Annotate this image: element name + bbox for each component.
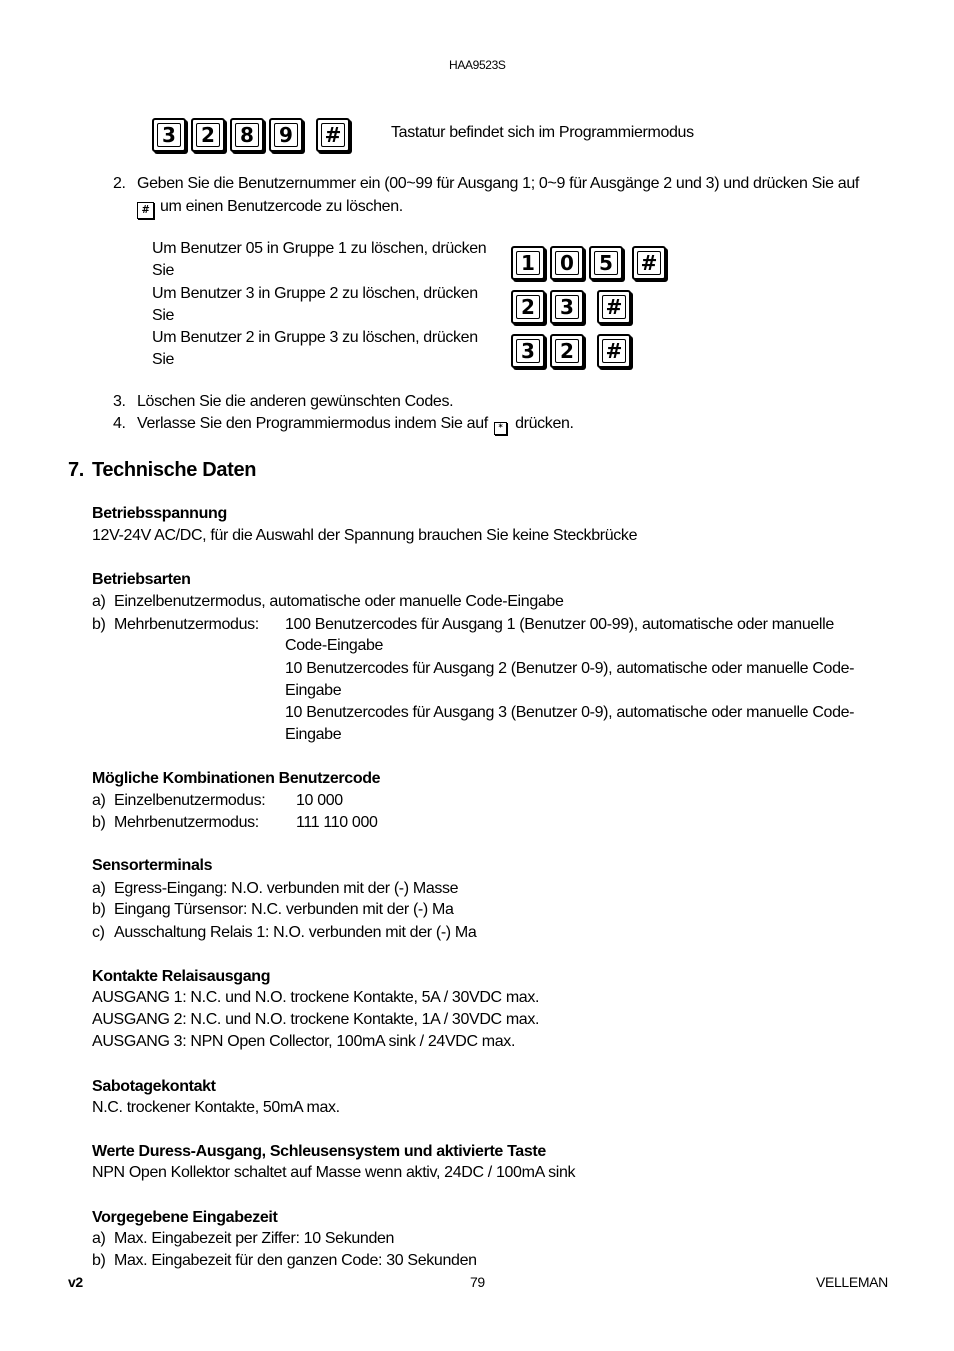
keypad-sequence-group-3	[511, 334, 631, 368]
section-number: 7.	[68, 459, 84, 481]
key-2: 2	[511, 290, 545, 324]
step-4-text-before: Verlasse Sie den Programmiermodus indem Sie auf	[137, 415, 488, 432]
kombinationen-b-label: b)	[92, 814, 106, 831]
key-hash: #	[316, 118, 350, 152]
eingabezeit-b-text: Max. Eingabezeit für den ganzen Code: 30 Sekunden	[114, 1252, 477, 1269]
kombinationen-a-name: Einzelbenutzermodus:	[114, 792, 266, 809]
step-4-text	[137, 413, 574, 435]
kombinationen-a-value: 10 000	[296, 792, 343, 809]
betriebsarten-a-text: Einzelbenutzermodus, automatische oder manuelle Code-Eingabe	[114, 593, 564, 610]
relais-line: AUSGANG 3: NPN Open Collector, 100mA sink / 24VDC max.	[92, 1033, 516, 1050]
example-group-2-text: Um Benutzer 3 in Gruppe 2 zu löschen, drücken Sie	[152, 285, 478, 324]
key-1: 1	[511, 246, 545, 280]
betriebsarten-b-line: 10 Benutzercodes für Ausgang 3 (Benutzer 0-9), automatische oder manuelle Code-	[285, 704, 855, 721]
key-hash: #	[597, 334, 631, 368]
kombinationen-a-label: a)	[92, 792, 106, 809]
step-3-text: Löschen Sie die anderen gewünschten Codes.	[137, 393, 454, 410]
step-2-text-line2: um einen Benutzercode zu löschen.	[160, 198, 403, 215]
key-2: 2	[191, 118, 225, 152]
step-2-text: Geben Sie die Benutzernummer ein (00~99 für Ausgang 1; 0~9 für Ausgänge 2 und 3) und drücken Sie auf	[137, 175, 859, 192]
key-2: 2	[550, 334, 584, 368]
key-5: 5	[589, 246, 623, 280]
key-hash: #	[597, 290, 631, 324]
example-group-3-text: Um Benutzer 2 in Gruppe 3 zu löschen, drücken Sie	[152, 329, 478, 368]
duress-text: NPN Open Kollektor schaltet auf Masse wenn aktiv, 24DC / 100mA sink	[92, 1164, 576, 1181]
betriebsarten-b-name: Mehrbenutzermodus:	[114, 616, 259, 633]
betriebsarten-a-label: a)	[92, 593, 106, 610]
step-2-text-cont	[137, 196, 403, 219]
key-hash: #	[632, 246, 666, 280]
key-3: 3	[550, 290, 584, 324]
betriebsarten-b-line: 10 Benutzercodes für Ausgang 2 (Benutzer 0-9), automatische oder manuelle Code-	[285, 660, 855, 677]
heading-eingabezeit: Vorgegebene Eingabezeit	[92, 1209, 278, 1226]
keypad-sequence-programming	[152, 118, 350, 152]
keypad-sequence-group-2	[511, 290, 631, 324]
programming-mode-caption: Tastatur befindet sich im Programmiermodus	[391, 124, 694, 141]
eingabezeit-b-label: b)	[92, 1252, 106, 1269]
footer-page-number: 79	[470, 1274, 485, 1290]
step-2-number: 2.	[113, 175, 126, 192]
footer-brand: VELLEMAN	[816, 1274, 888, 1290]
kombinationen-b-name: Mehrbenutzermodus:	[114, 814, 259, 831]
relais-line: AUSGANG 1: N.C. und N.O. trockene Kontakte, 5A / 30VDC max.	[92, 989, 540, 1006]
relais-line: AUSGANG 2: N.C. und N.O. trockene Kontakte, 1A / 30VDC max.	[92, 1011, 540, 1028]
key-0: 0	[550, 246, 584, 280]
betriebsarten-b-line: Eingabe	[285, 682, 342, 699]
heading-sensorterminals: Sensorterminals	[92, 857, 213, 874]
key-8: 8	[230, 118, 264, 152]
heading-sabotage: Sabotagekontakt	[92, 1078, 216, 1095]
key-3: 3	[511, 334, 545, 368]
heading-betriebsspannung: Betriebsspannung	[92, 505, 227, 522]
key-3: 3	[152, 118, 186, 152]
kombinationen-b-value: 111 110 000	[296, 814, 378, 831]
key-9: 9	[269, 118, 303, 152]
keypad-sequence-group-1	[511, 246, 666, 280]
sensorterminals-c-label: c)	[92, 924, 105, 941]
sensorterminals-a-label: a)	[92, 880, 106, 897]
eingabezeit-a-label: a)	[92, 1230, 106, 1247]
heading-kombinationen: Mögliche Kombinationen Benutzercode	[92, 770, 381, 787]
star-key-icon: *	[494, 422, 507, 435]
heading-duress: Werte Duress-Ausgang, Schleusensystem und aktivierte Taste	[92, 1143, 546, 1160]
heading-relais: Kontakte Relaisausgang	[92, 968, 271, 985]
sensorterminals-a-text: Egress-Eingang: N.O. verbunden mit der (-) Masse	[114, 880, 459, 897]
document-model-header: HAA9523S	[449, 58, 506, 72]
footer-version: v2	[68, 1274, 83, 1290]
step-3-number: 3.	[113, 393, 126, 410]
betriebsspannung-text: 12V-24V AC/DC, für die Auswahl der Spannung brauchen Sie keine Steckbrücke	[92, 527, 638, 544]
hash-key-icon: #	[137, 202, 154, 219]
eingabezeit-a-text: Max. Eingabezeit per Ziffer: 10 Sekunden	[114, 1230, 395, 1247]
step-4-number: 4.	[113, 415, 126, 432]
step-4-text-after: drücken.	[515, 415, 574, 432]
betriebsarten-b-line: Code-Eingabe	[285, 637, 384, 654]
betriebsarten-b-line: Eingabe	[285, 726, 342, 743]
sensorterminals-b-label: b)	[92, 901, 106, 918]
betriebsarten-b-label: b)	[92, 616, 106, 633]
example-group-1-text: Um Benutzer 05 in Gruppe 1 zu löschen, drücken Sie	[152, 240, 487, 279]
sabotage-text: N.C. trockener Kontakte, 50mA max.	[92, 1099, 340, 1116]
heading-betriebsarten: Betriebsarten	[92, 571, 191, 588]
sensorterminals-b-text: Eingang Türsensor: N.C. verbunden mit der (-) Ma	[114, 901, 454, 918]
betriebsarten-b-line: 100 Benutzercodes für Ausgang 1 (Benutzer 00-99), automatische oder manuelle	[285, 616, 834, 633]
sensorterminals-c-text: Ausschaltung Relais 1: N.O. verbunden mit der (-) Ma	[114, 924, 477, 941]
section-title: Technische Daten	[92, 459, 257, 481]
